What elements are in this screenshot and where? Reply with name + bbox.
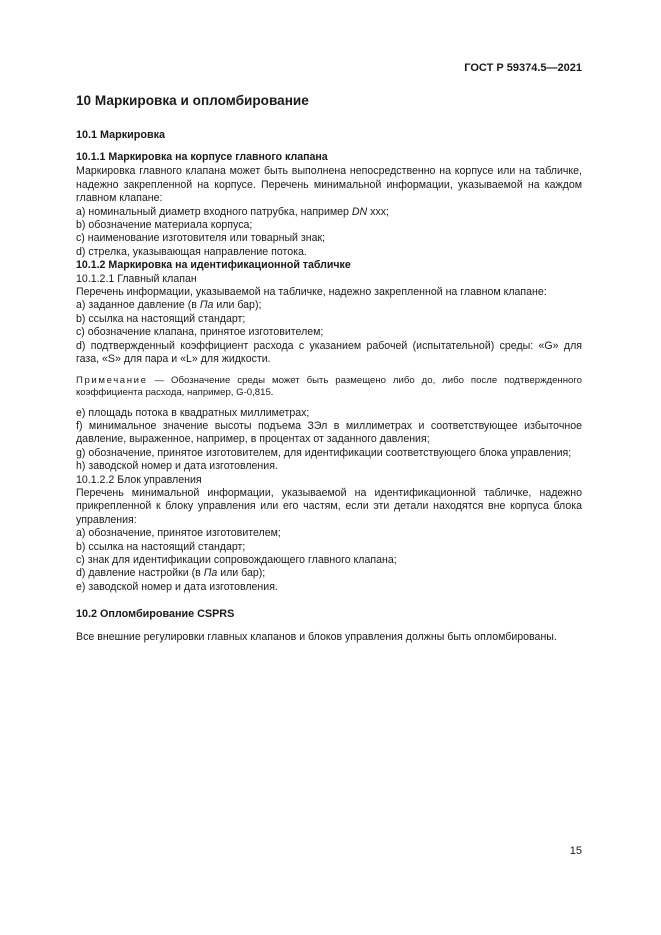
list-item-c: c) наименование изготовителя или товарный знак; <box>76 232 326 245</box>
list-item-b: b) обозначение материала корпуса; <box>76 219 253 232</box>
subsection-10-2-text: Все внешние регулировки главных клапанов и блоков управления должны быть опломбированы. <box>76 631 557 644</box>
control-item-d-post: или бар); <box>217 567 266 580</box>
subsection-10-2-title: 10.2 Опломбирование CSPRS <box>76 608 235 621</box>
control-item-d-em: Па <box>203 567 218 580</box>
control-item-d <box>76 567 582 580</box>
clause-10-1-2-2-title: 10.1.2.2 Блок управления <box>76 473 202 486</box>
plate-item-a-post: или бар); <box>213 299 262 312</box>
list-item-a-post: ххх; <box>367 205 389 218</box>
plate-item-f: f) минимальное значение высоты подъема ЗЭл в миллиметрах и соответствующее избыточное давление, выраженное, например, в процентах от заданного давления; <box>76 419 582 446</box>
list-item-a-pre: a) номинальный диаметр входного патрубка, например <box>76 205 352 218</box>
list-item-a-em: DN <box>351 205 368 218</box>
subsection-10-1-title: 10.1 Маркировка <box>76 129 166 141</box>
clause-10-1-2-2-intro: Перечень минимальной информации, указываемой на идентификационной табличке, надежно прикрепленной к блоку управления или его частям, если эти детали находятся вне корпуса блока управления: <box>76 486 582 526</box>
control-item-d-pre: d) давление настройки (в <box>76 567 204 580</box>
plate-item-e: e) площадь потока в квадратных миллиметрах; <box>76 406 310 419</box>
page-content <box>76 93 582 645</box>
note <box>76 375 582 399</box>
note-label: Примечание <box>76 374 148 386</box>
list-item-d: d) стрелка, указывающая направление потока. <box>76 245 307 258</box>
clause-10-1-2-1-intro: Перечень информации, указываемой на табличке, надежно закрепленной на главном клапане: <box>76 286 547 299</box>
clause-10-1-1-title <box>76 151 582 164</box>
plate-item-b: b) ссылка на настоящий стандарт; <box>76 312 246 325</box>
clause-10-1-2-1-title: 10.1.2.1 Главный клапан <box>76 272 197 285</box>
note-text: — Обозначение среды может быть размещено либо до, либо после подтвержденного коэффициента расхода, например, G-0,815. <box>76 374 582 398</box>
plate-item-a-pre: a) заданное давление (в <box>76 299 200 312</box>
control-item-b: b) ссылка на настоящий стандарт; <box>76 540 246 553</box>
page-number: 15 <box>569 845 582 857</box>
list-item-a <box>76 206 582 219</box>
plate-item-d: d) подтвержденный коэффициент расхода с указанием рабочей (испытательной) среды: «G» для газа, «S» для пара и «L» для жидкости. <box>76 339 582 366</box>
standard-number: ГОСТ Р 59374.5—2021 <box>464 62 582 74</box>
clause-10-1-1-intro-text: Маркировка главного клапана может быть выполнена непосредственно на корпусе или на табличке, надежно закрепленной на корпусе. Перечень минимальной информации, указываемой на каждом главном клапане: <box>76 165 582 205</box>
clause-10-1-1-intro <box>76 165 582 205</box>
plate-item-g: g) обозначение, принятое изготовителем, для идентификации соответствующего блока управления; <box>76 446 572 459</box>
clause-10-1-1-title-text: 10.1.1 Маркировка на корпусе главного клапана <box>76 151 328 163</box>
clause-10-1-2-title: 10.1.2 Маркировка на идентификационной табличке <box>76 259 351 272</box>
plate-item-a-em: Па <box>199 299 214 312</box>
control-item-e: e) заводской номер и дата изготовления. <box>76 580 278 593</box>
plate-item-h: h) заводской номер и дата изготовления. <box>76 460 278 473</box>
control-item-a: a) обозначение, принятое изготовителем; <box>76 527 281 540</box>
section-title: 10 Маркировка и опломбирование <box>76 93 309 108</box>
plate-item-c: c) обозначение клапана, принятое изготовителем; <box>76 326 324 339</box>
control-item-c: c) знак для идентификации сопровождающего главного клапана; <box>76 553 397 566</box>
plate-item-a <box>76 299 582 312</box>
